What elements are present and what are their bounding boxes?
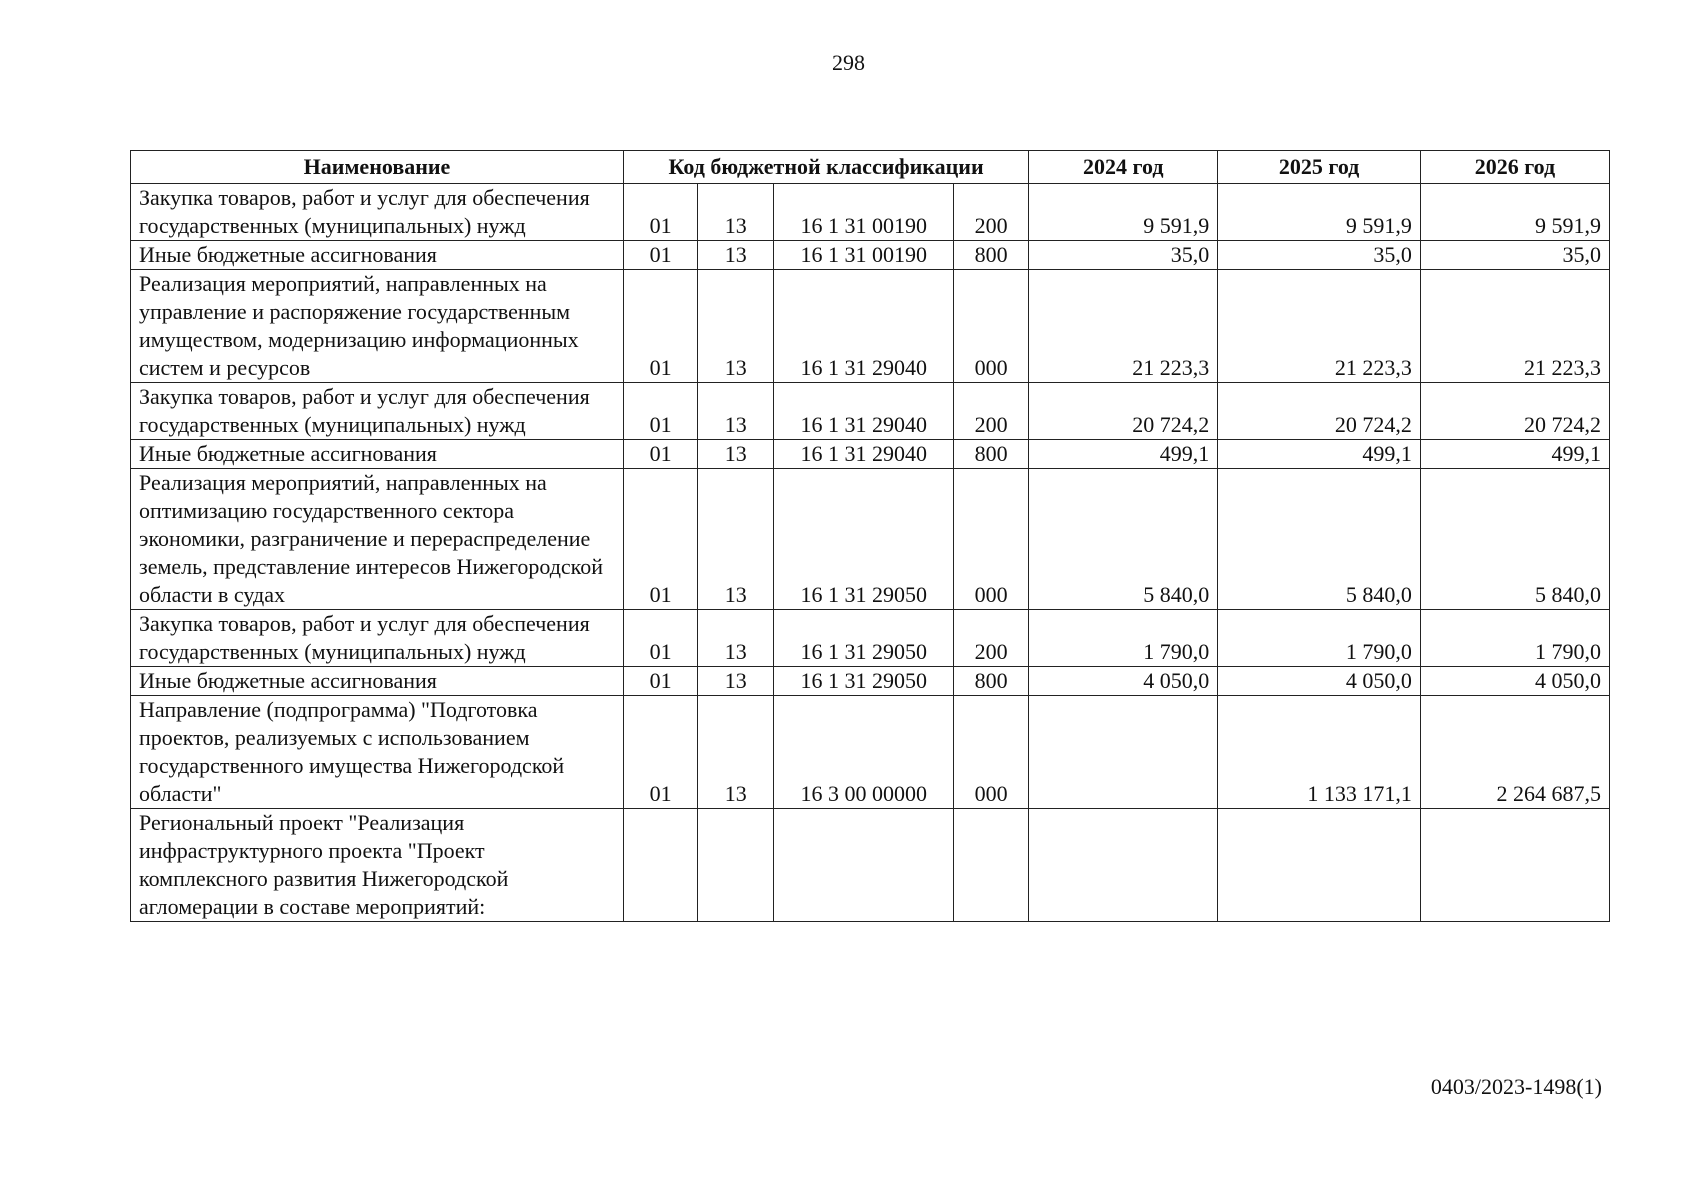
code-subsection bbox=[698, 809, 774, 922]
table-row bbox=[131, 270, 1610, 383]
value-2024: 20 724,2 bbox=[1029, 383, 1218, 440]
value-2025: 5 840,0 bbox=[1218, 469, 1421, 610]
value-2025 bbox=[1218, 809, 1421, 922]
code-target: 16 3 00 00000 bbox=[774, 696, 954, 809]
code-expense-type bbox=[954, 809, 1029, 922]
row-name: Реализация мероприятий, направленных на оптимизацию государственного сектора экономики, разграничение и перераспределение земель, представление интересов Нижегородской области в судах bbox=[131, 469, 624, 610]
table-row bbox=[131, 696, 1610, 809]
value-2024: 499,1 bbox=[1029, 440, 1218, 469]
code-section: 01 bbox=[624, 270, 698, 383]
code-section: 01 bbox=[624, 469, 698, 610]
code-section: 01 bbox=[624, 440, 698, 469]
header-code: Код бюджетной классификации bbox=[624, 151, 1029, 184]
code-subsection: 13 bbox=[698, 241, 774, 270]
row-name: Закупка товаров, работ и услуг для обеспечения государственных (муниципальных) нужд bbox=[131, 383, 624, 440]
table-row bbox=[131, 440, 1610, 469]
code-expense-type: 800 bbox=[954, 440, 1029, 469]
code-expense-type: 200 bbox=[954, 610, 1029, 667]
code-subsection: 13 bbox=[698, 667, 774, 696]
table-row bbox=[131, 241, 1610, 270]
value-2025: 20 724,2 bbox=[1218, 383, 1421, 440]
table-row bbox=[131, 383, 1610, 440]
code-section: 01 bbox=[624, 667, 698, 696]
code-target: 16 1 31 29050 bbox=[774, 610, 954, 667]
value-2026: 499,1 bbox=[1420, 440, 1609, 469]
value-2025: 1 133 171,1 bbox=[1218, 696, 1421, 809]
header-2025: 2025 год bbox=[1218, 151, 1421, 184]
value-2024: 5 840,0 bbox=[1029, 469, 1218, 610]
code-subsection: 13 bbox=[698, 270, 774, 383]
value-2025: 9 591,9 bbox=[1218, 184, 1421, 241]
code-section: 01 bbox=[624, 383, 698, 440]
value-2025: 21 223,3 bbox=[1218, 270, 1421, 383]
budget-table bbox=[130, 150, 1610, 922]
code-subsection: 13 bbox=[698, 469, 774, 610]
code-target: 16 1 31 29050 bbox=[774, 469, 954, 610]
code-target: 16 1 31 29050 bbox=[774, 667, 954, 696]
header-2024: 2024 год bbox=[1029, 151, 1218, 184]
code-expense-type: 000 bbox=[954, 270, 1029, 383]
code-section: 01 bbox=[624, 241, 698, 270]
code-section: 01 bbox=[624, 184, 698, 241]
value-2026: 20 724,2 bbox=[1420, 383, 1609, 440]
row-name: Закупка товаров, работ и услуг для обеспечения государственных (муниципальных) нужд bbox=[131, 184, 624, 241]
code-expense-type: 200 bbox=[954, 383, 1029, 440]
code-target: 16 1 31 29040 bbox=[774, 440, 954, 469]
code-section: 01 bbox=[624, 696, 698, 809]
code-expense-type: 800 bbox=[954, 241, 1029, 270]
value-2025: 4 050,0 bbox=[1218, 667, 1421, 696]
table-header-row bbox=[131, 151, 1610, 184]
value-2026: 21 223,3 bbox=[1420, 270, 1609, 383]
value-2026: 1 790,0 bbox=[1420, 610, 1609, 667]
value-2024: 35,0 bbox=[1029, 241, 1218, 270]
code-target bbox=[774, 809, 954, 922]
table-row bbox=[131, 809, 1610, 922]
value-2026: 4 050,0 bbox=[1420, 667, 1609, 696]
code-target: 16 1 31 00190 bbox=[774, 184, 954, 241]
document-number: 0403/2023-1498(1) bbox=[1430, 1074, 1602, 1099]
table-row bbox=[131, 667, 1610, 696]
code-section: 01 bbox=[624, 610, 698, 667]
code-target: 16 1 31 00190 bbox=[774, 241, 954, 270]
value-2024: 9 591,9 bbox=[1029, 184, 1218, 241]
header-2026: 2026 год bbox=[1420, 151, 1609, 184]
value-2024: 4 050,0 bbox=[1029, 667, 1218, 696]
code-expense-type: 200 bbox=[954, 184, 1029, 241]
row-name: Закупка товаров, работ и услуг для обеспечения государственных (муниципальных) нужд bbox=[131, 610, 624, 667]
code-expense-type: 000 bbox=[954, 469, 1029, 610]
value-2026: 35,0 bbox=[1420, 241, 1609, 270]
page-number: 298 bbox=[832, 50, 865, 75]
row-name: Региональный проект "Реализация инфраструктурного проекта "Проект комплексного развития Нижегородской агломерации в составе мероприятий: bbox=[131, 809, 624, 922]
value-2025: 1 790,0 bbox=[1218, 610, 1421, 667]
table-row bbox=[131, 469, 1610, 610]
code-expense-type: 000 bbox=[954, 696, 1029, 809]
row-name: Иные бюджетные ассигнования bbox=[131, 241, 624, 270]
code-expense-type: 800 bbox=[954, 667, 1029, 696]
table-row bbox=[131, 610, 1610, 667]
value-2026: 9 591,9 bbox=[1420, 184, 1609, 241]
row-name: Направление (подпрограмма) "Подготовка проектов, реализуемых с использованием государственного имущества Нижегородской области" bbox=[131, 696, 624, 809]
value-2025: 35,0 bbox=[1218, 241, 1421, 270]
value-2024 bbox=[1029, 696, 1218, 809]
value-2026 bbox=[1420, 809, 1609, 922]
row-name: Иные бюджетные ассигнования bbox=[131, 667, 624, 696]
code-target: 16 1 31 29040 bbox=[774, 270, 954, 383]
value-2024: 1 790,0 bbox=[1029, 610, 1218, 667]
code-subsection: 13 bbox=[698, 440, 774, 469]
code-subsection: 13 bbox=[698, 610, 774, 667]
row-name: Реализация мероприятий, направленных на управление и распоряжение государственным имуществом, модернизацию информационных систем и ресурсов bbox=[131, 270, 624, 383]
header-name: Наименование bbox=[131, 151, 624, 184]
row-name: Иные бюджетные ассигнования bbox=[131, 440, 624, 469]
value-2024: 21 223,3 bbox=[1029, 270, 1218, 383]
code-target: 16 1 31 29040 bbox=[774, 383, 954, 440]
table-row bbox=[131, 184, 1610, 241]
code-section bbox=[624, 809, 698, 922]
value-2026: 5 840,0 bbox=[1420, 469, 1609, 610]
value-2024 bbox=[1029, 809, 1218, 922]
value-2025: 499,1 bbox=[1218, 440, 1421, 469]
code-subsection: 13 bbox=[698, 383, 774, 440]
value-2026: 2 264 687,5 bbox=[1420, 696, 1609, 809]
code-subsection: 13 bbox=[698, 184, 774, 241]
code-subsection: 13 bbox=[698, 696, 774, 809]
